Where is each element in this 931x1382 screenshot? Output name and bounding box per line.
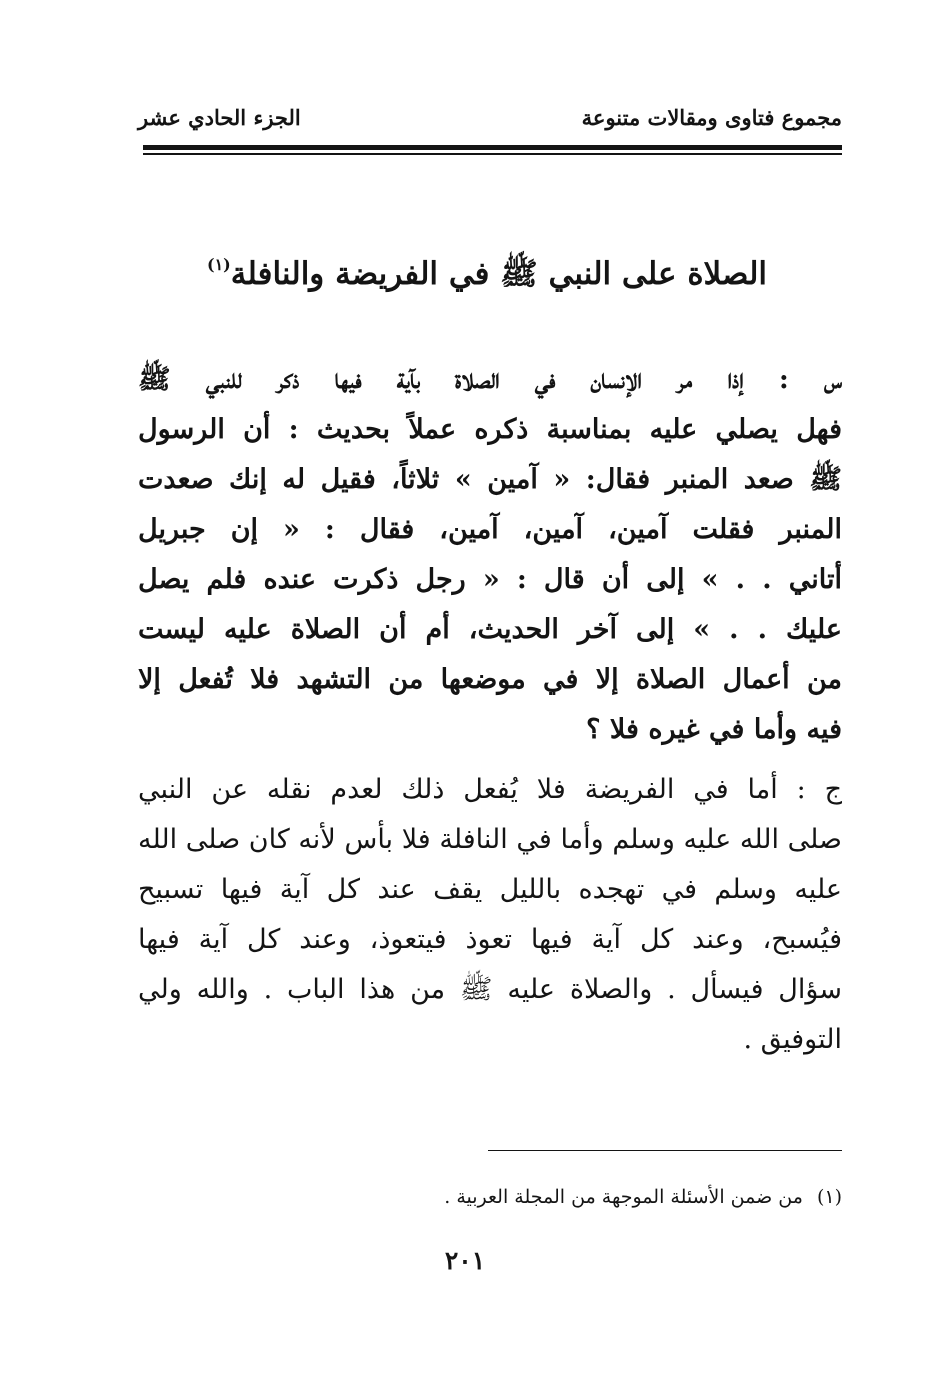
- question-line: عليك . . » إلى آخر الحديث، أم أن الصلاة عليه ليست: [138, 614, 842, 645]
- question-line: فهل يصلي عليه بمناسبة ذكره عملاً بحديث : أن الرسول: [138, 414, 842, 445]
- answer-line: فيُسبح، وعند كل آية فيها تعوذ فيتعوذ، وعند كل آية فيها: [138, 924, 842, 955]
- question-line: أتاني . . » إلى أن قال : « رجل ذكرت عنده فلم يصل: [138, 564, 842, 595]
- footnote-reference[interactable]: (١): [207, 255, 231, 274]
- question-line: فيه وأما في غيره فلا ؟: [586, 714, 842, 745]
- footnote-text: من ضمن الأسئلة الموجهة من المجلة العربية .: [444, 1186, 803, 1208]
- footnote: [300, 1186, 842, 1208]
- answer-line: صلى الله عليه وسلم وأما في النافلة فلا بأس لأنه كان صلى الله: [138, 824, 842, 855]
- page-number: ٢٠١: [444, 1246, 486, 1275]
- book-title: مجموع فتاوى ومقالات متنوعة: [581, 105, 842, 130]
- question-line: من أعمال الصلاة إلا في موضعها من التشهد فلا تُفعل إلا: [138, 664, 842, 695]
- header-rule-thin: [143, 153, 842, 155]
- footnote-marker: (١): [816, 1186, 842, 1208]
- running-header: [138, 105, 842, 139]
- question-line: المنبر فقلت آمين، آمين، آمين، فقال : « إن جبريل: [138, 514, 842, 545]
- footnote-separator: [488, 1150, 842, 1151]
- article-title-text: الصلاة على النبي ﷺ في الفريضة والنافلة: [230, 256, 767, 292]
- answer-line: سؤال فيسأل . والصلاة عليه ﷺ من هذا الباب . والله ولي: [138, 974, 842, 1005]
- answer-line: عليه وسلم في تهجده بالليل يقف عند كل آية فيها تسبيح: [138, 874, 842, 905]
- answer-line: ج : أما في الفريضة فلا يُفعل ذلك لعدم نقله عن النبي: [138, 774, 842, 805]
- header-rule-thick: [143, 145, 842, 150]
- question-line: س : إذا مر الإنسان في الصلاة بآية فيها ذكر للنبي ﷺ: [138, 364, 842, 395]
- question-line: ﷺ صعد المنبر فقال: « آمين » ثلاثاً، فقيل له إنك صعدت: [138, 464, 842, 495]
- volume-label: الجزء الحادي عشر: [138, 105, 301, 130]
- article-title: [140, 243, 767, 296]
- answer-line: التوفيق .: [743, 1024, 842, 1055]
